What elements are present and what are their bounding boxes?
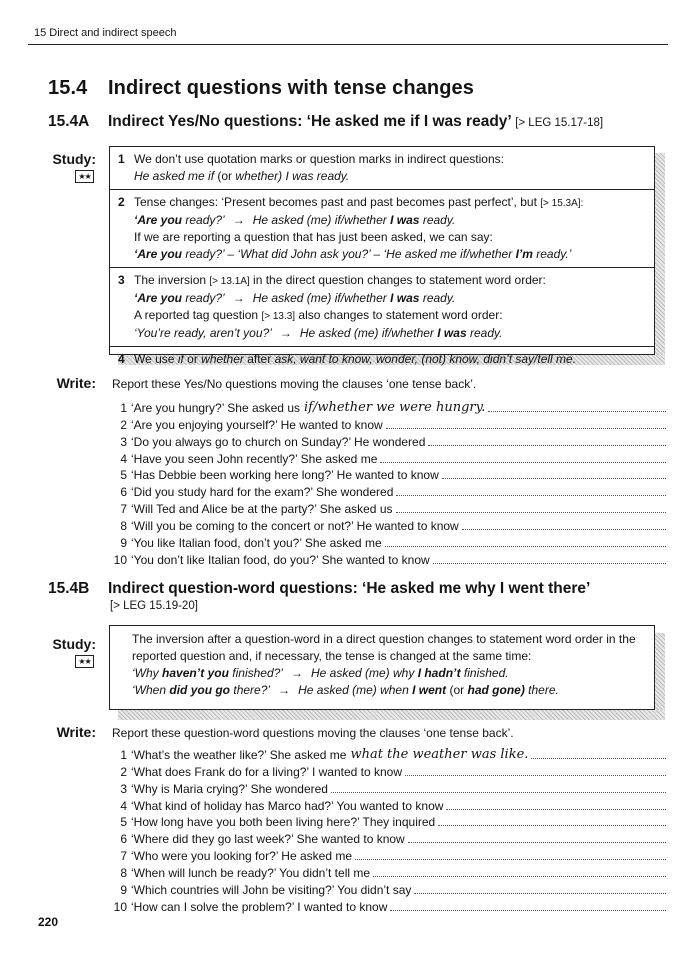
part-a-study-label: Study: (52, 151, 96, 167)
exercise-item[interactable]: 1 ‘What’s the weather like?’ She asked me what the weather was like. (110, 745, 666, 762)
answer-line[interactable] (386, 428, 666, 429)
arrow-icon: → (290, 666, 303, 680)
example: ‘Are you ready?’ – ‘What did John ask you?’ – ‘He asked me if/whether I’m ready.’ (134, 247, 572, 261)
exercise-item[interactable]: 3 ‘Why is Maria crying?’ She wondered (110, 779, 666, 796)
part-b-instruction: Report these question-word questions moving the clauses ‘one tense back’. (112, 726, 514, 740)
part-b-study-box: The inversion after a question-word in a direct question changes to statement word order in the reported question and, if necessary, the tense is changed at the same time: ‘Why haven’t you finished?’ → He asked (me) why I hadn’t finished. ‘When did you go there?’ → He asked (me) when I went (or had gone) there. (109, 625, 655, 710)
answer-line[interactable] (331, 792, 666, 793)
exercise-item[interactable]: 10 ‘How can I solve the problem?’ I wanted to know (110, 897, 666, 914)
answer-line[interactable] (355, 859, 666, 860)
part-a-number: 15.4A (48, 113, 90, 130)
handwritten-answer: what the weather was like. (350, 746, 529, 762)
example: ‘Are you ready?’ → He asked (me) if/whether I was ready. (134, 291, 456, 305)
exercise-item[interactable]: 2 ‘What does Frank do for a living?’ I wanted to know (110, 762, 666, 779)
answer-line[interactable] (408, 842, 666, 843)
answer-line[interactable] (396, 495, 666, 496)
exercise-item[interactable]: 5 ‘Has Debbie been working here long?’ He wanted to know (110, 466, 666, 483)
answer-line[interactable] (414, 893, 666, 894)
answer-line[interactable] (433, 563, 666, 564)
exercise-item[interactable]: 4 ‘What kind of holiday has Marco had?’ You wanted to know (110, 796, 666, 813)
part-a-exercise-list (110, 398, 666, 567)
exercise-item[interactable]: 10 ‘You don’t like Italian food, do you?’ She wanted to know (110, 550, 666, 567)
example: ‘When did you go there?’ → He asked (me) when I went (or had gone) there. (132, 683, 559, 697)
part-b-difficulty-stars: ★★ (75, 655, 94, 668)
exercise-item[interactable]: 7 ‘Who were you looking for?’ He asked me (110, 846, 666, 863)
part-a-study-box (109, 146, 655, 366)
study-item-4: 4 We use if or whether after ask, want to know, wonder, (not) know, didn’t say/tell me. (110, 346, 654, 372)
answer-line[interactable] (428, 445, 666, 446)
exercise-item[interactable]: 6 ‘Did you study hard for the exam?’ She wondered (110, 482, 666, 499)
answer-line[interactable] (380, 462, 666, 463)
study-item-1: 1 We don’t use quotation marks or question marks in indirect questions: He asked me if (or whether) I was ready. (110, 147, 654, 189)
study-item-2: 2 Tense changes: ‘Present becomes past and past becomes past perfect’, but [> 15.3A]: ‘Are you ready?’ → He asked (me) if/whether I was ready. If we are reporting a question that has just been asked, we can say: ‘Are you ready?’ – ‘What did John ask you?’ – ‘He asked me if/whether I’m ready.’ (110, 189, 654, 267)
section-heading (48, 77, 474, 100)
arrow-icon: → (232, 213, 245, 227)
part-a-heading (48, 113, 603, 131)
part-a-title: Indirect Yes/No questions: ‘He asked me if I was ready’ (108, 113, 511, 130)
exercise-item[interactable]: 9 ‘Which countries will John be visiting?’ You didn’t say (110, 880, 666, 897)
part-a-ref: [> LEG 15.17-18] (515, 117, 604, 129)
arrow-icon: → (232, 291, 245, 305)
answer-line[interactable] (488, 411, 666, 412)
part-b-heading (48, 580, 590, 598)
part-a-box-shadow (655, 153, 665, 365)
answer-line[interactable] (405, 775, 666, 776)
exercise-item[interactable]: 7 ‘Will Ted and Alice be at the party?’ She asked us (110, 499, 666, 516)
exercise-item[interactable]: 2 ‘Are you enjoying yourself?’ He wanted to know (110, 415, 666, 432)
section-number: 15.4 (48, 77, 88, 99)
example: ‘Are you ready?’ → He asked (me) if/whether I was ready. (134, 213, 456, 227)
study-item-3: 3 The inversion [> 13.1A] in the direct question changes to statement word order: ‘Are you ready?’ → He asked (me) if/whether I was ready. A reported tag question [> 13.3] also changes to statement word order: ‘You’re ready, aren’t you?’ → He asked (me) if/whether I was ready. (110, 267, 654, 346)
part-b-exercise-list (110, 745, 666, 914)
answer-line[interactable] (531, 758, 666, 759)
exercise-item[interactable]: 4 ‘Have you seen John recently?’ She asked me (110, 449, 666, 466)
exercise-item[interactable]: 8 ‘Will you be coming to the concert or not?’ He wanted to know (110, 516, 666, 533)
exercise-item[interactable]: 5 ‘How long have you both been living here?’ They inquired (110, 813, 666, 830)
arrow-icon: → (278, 683, 291, 697)
part-a-difficulty-stars: ★★ (75, 170, 94, 183)
answer-line[interactable] (390, 910, 666, 911)
answer-line[interactable] (446, 809, 666, 810)
arrow-icon: → (279, 326, 292, 340)
part-b-box-shadow (655, 633, 665, 720)
answer-line[interactable] (442, 478, 666, 479)
exercise-item[interactable]: 9 ‘You like Italian food, don’t you?’ She asked me (110, 533, 666, 550)
example: ‘You’re ready, aren’t you?’ → He asked (me) if/whether I was ready. (134, 326, 503, 340)
part-a-instruction: Report these Yes/No questions moving the clauses ‘one tense back’. (112, 377, 477, 391)
exercise-item[interactable]: 6 ‘Where did they go last week?’ She wanted to know (110, 829, 666, 846)
section-title: Indirect questions with tense changes (108, 77, 474, 99)
exercise-item[interactable]: 8 ‘When will lunch be ready?’ You didn’t tell me (110, 863, 666, 880)
answer-line[interactable] (438, 825, 666, 826)
exercise-item[interactable]: 3 ‘Do you always go to church on Sunday?’ He wondered (110, 432, 666, 449)
part-b-write-label: Write: (56, 724, 96, 740)
part-b-box-shadow-bottom (118, 710, 665, 720)
page-number: 220 (38, 915, 59, 929)
header-rule (28, 44, 668, 45)
running-head: 15 Direct and indirect speech (34, 27, 177, 39)
answer-line[interactable] (396, 512, 667, 513)
part-b-ref: [> LEG 15.19-20] (110, 600, 198, 612)
answer-line[interactable] (385, 546, 666, 547)
answer-line[interactable] (373, 876, 666, 877)
exercise-item[interactable]: 1 ‘Are you hungry?’ She asked us if/whether we were hungry. (110, 398, 666, 415)
part-b-number: 15.4B (48, 580, 90, 597)
part-b-title: Indirect question-word questions: ‘He asked me why I went there’ (108, 580, 591, 597)
answer-line[interactable] (462, 529, 666, 530)
part-b-study-label: Study: (52, 636, 96, 652)
example: ‘Why haven’t you finished?’ → He asked (me) why I hadn’t finished. (132, 666, 509, 680)
handwritten-answer: if/whether we were hungry. (304, 399, 486, 415)
example: He asked me if (or whether) I was ready. (134, 169, 350, 183)
part-a-write-label: Write: (56, 375, 96, 391)
